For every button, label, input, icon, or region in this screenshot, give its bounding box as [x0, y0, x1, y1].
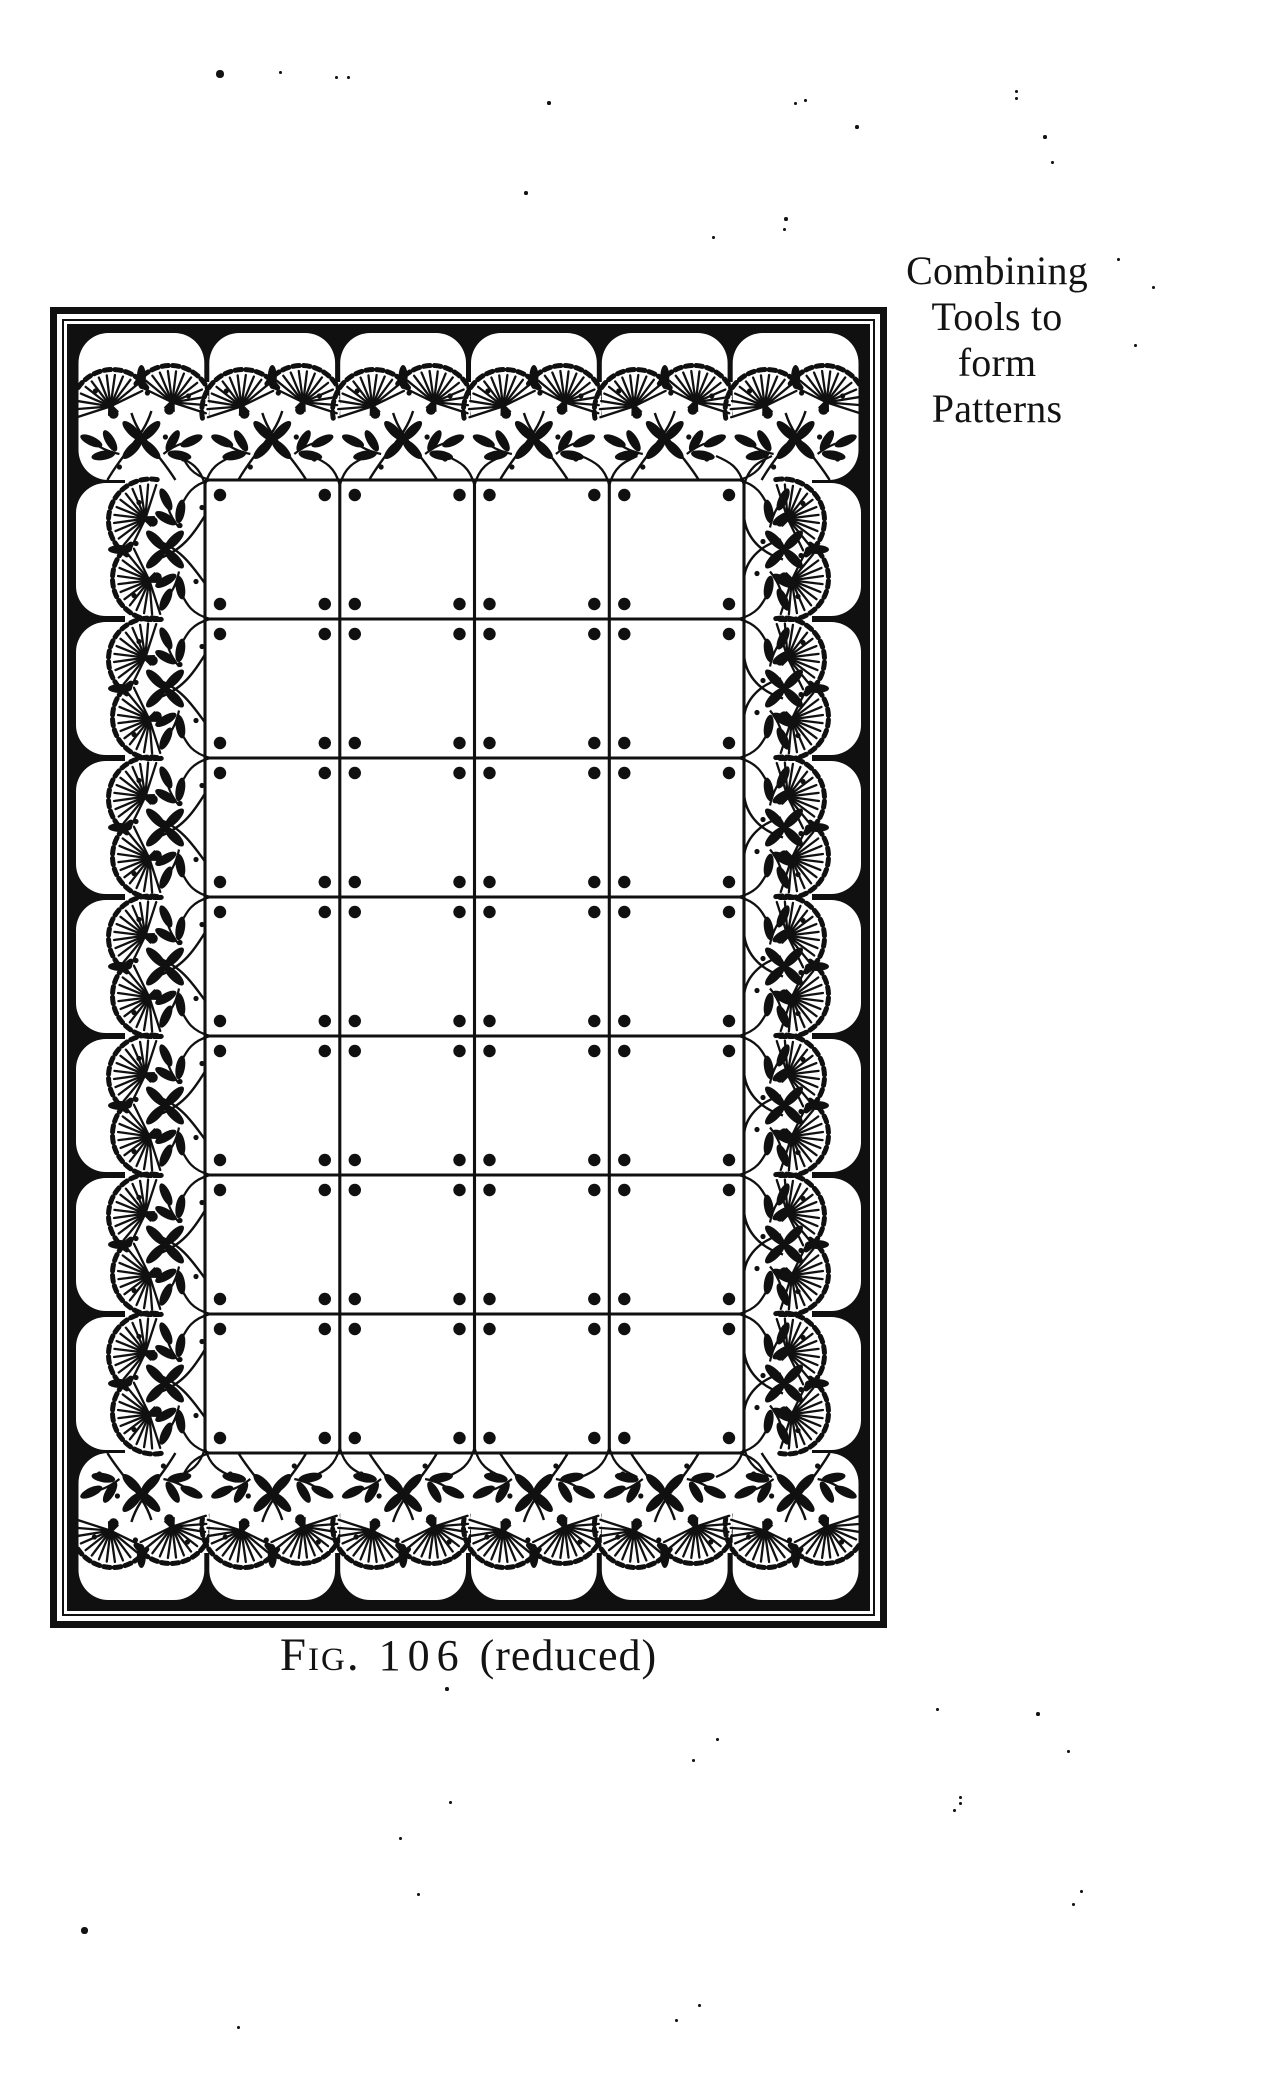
scan-speck	[953, 1809, 956, 1812]
scan-speck	[81, 1927, 88, 1934]
scan-speck	[1072, 1903, 1075, 1906]
scan-speck	[347, 76, 350, 79]
scan-speck	[547, 101, 551, 105]
scan-speck	[1134, 344, 1137, 347]
scan-speck	[804, 99, 807, 102]
scan-speck	[237, 2026, 240, 2029]
pattern-plate-figure	[50, 307, 887, 1628]
scan-speck	[1043, 135, 1047, 139]
scan-speck	[279, 71, 282, 74]
figure-caption-note: (reduced)	[479, 1631, 658, 1680]
panel-grid-group	[177, 454, 772, 1479]
scan-speck	[712, 236, 715, 239]
figure-caption-number: 106	[378, 1631, 466, 1680]
scan-speck	[1015, 90, 1018, 93]
margin-note-line: Patterns	[931, 386, 1063, 431]
scan-speck	[783, 228, 786, 231]
scan-speck	[1015, 97, 1018, 100]
scan-speck	[335, 76, 338, 79]
margin-note	[872, 248, 1122, 432]
scan-speck	[1036, 1712, 1040, 1716]
scan-speck	[794, 102, 797, 105]
scan-speck	[399, 1837, 402, 1840]
scan-speck	[1117, 258, 1120, 261]
figure-caption-label: Fig.	[279, 1629, 361, 1681]
scan-speck	[1080, 1890, 1083, 1893]
margin-note-line: Combining	[906, 248, 1088, 293]
scan-speck	[784, 217, 788, 221]
scan-speck	[675, 2019, 678, 2022]
scan-speck	[1152, 286, 1155, 289]
scan-speck	[524, 191, 528, 195]
scan-speck	[1051, 161, 1054, 164]
scan-speck	[1067, 1750, 1070, 1753]
scan-speck	[716, 1738, 719, 1741]
scan-speck	[445, 1687, 449, 1691]
scan-speck	[216, 70, 224, 78]
scan-speck	[855, 125, 859, 129]
scan-speck	[692, 1759, 695, 1762]
scan-speck	[959, 1796, 962, 1799]
scan-speck	[936, 1708, 939, 1711]
margin-note-line: Tools to	[931, 294, 1063, 339]
scan-speck	[449, 1801, 452, 1804]
figure-caption	[50, 1628, 887, 1682]
scan-speck	[959, 1802, 962, 1805]
scan-speck	[417, 1893, 420, 1896]
scan-speck	[698, 2004, 701, 2007]
margin-note-line: form	[957, 340, 1037, 385]
pattern-plate-svg	[50, 307, 887, 1628]
